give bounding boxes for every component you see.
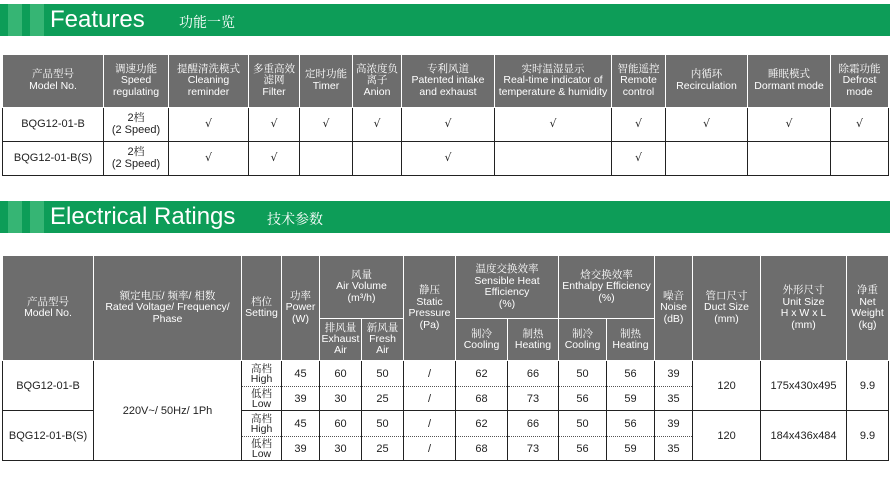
level-cell: 低档 Low [242, 437, 282, 461]
en-heating-cell: 56 [607, 361, 655, 387]
fresh-cell: 25 [362, 387, 404, 411]
check-mark: √ [300, 107, 353, 141]
check-mark [495, 141, 612, 175]
header-anion: 高浓度负离子 Anion [353, 55, 402, 107]
model-cell: BQG12-01-B(S) [3, 411, 94, 461]
banner-stripe [30, 201, 44, 233]
en-heating-cell: 59 [607, 437, 655, 461]
header-defrost: 除霜功能 Defrost mode [831, 55, 889, 107]
sh-cooling-cell: 62 [456, 411, 508, 437]
check-mark: √ [353, 107, 402, 141]
header-timer: 定时功能 Timer [300, 55, 353, 107]
sh-heating-cell: 66 [508, 411, 559, 437]
model-cell: BQG12-01-B [3, 361, 94, 411]
power-cell: 39 [282, 437, 320, 461]
header-model: 产品型号 Model No. [3, 256, 94, 361]
header-power: 功率 Power (W) [282, 256, 320, 361]
model-cell: BQG12-01-B [3, 107, 104, 141]
check-mark [300, 141, 353, 175]
weight-cell: 9.9 [847, 361, 889, 411]
power-cell: 45 [282, 411, 320, 437]
header-sh-cooling: 制冷 Cooling [456, 319, 508, 361]
header-patented: 专利风道 Patented intake and exhaust [402, 55, 495, 107]
header-sensible: 温度交换效率 Sensible Heat Efficiency (%) [456, 256, 559, 319]
static-cell: / [404, 411, 456, 437]
features-title: Features [50, 6, 145, 33]
sh-heating-cell: 73 [508, 437, 559, 461]
header-remote: 智能遥控 Remote control [612, 55, 666, 107]
check-mark: √ [169, 107, 249, 141]
features-banner [0, 4, 890, 36]
fresh-cell: 50 [362, 411, 404, 437]
header-dormant: 睡眠模式 Dormant mode [748, 55, 831, 107]
speed-cell: 2档 (2 Speed) [104, 107, 169, 141]
static-cell: / [404, 387, 456, 411]
noise-cell: 35 [655, 437, 693, 461]
size-cell: 184x436x484 [761, 411, 847, 461]
en-cooling-cell: 50 [559, 361, 607, 387]
duct-cell: 120 [693, 411, 761, 461]
check-mark [831, 141, 889, 175]
exhaust-cell: 30 [320, 387, 362, 411]
sh-heating-cell: 73 [508, 387, 559, 411]
en-cooling-cell: 56 [559, 437, 607, 461]
static-cell: / [404, 437, 456, 461]
duct-cell: 120 [693, 361, 761, 411]
check-mark: √ [495, 107, 612, 141]
electrical-banner [0, 201, 890, 233]
size-cell: 175x430x495 [761, 361, 847, 411]
en-cooling-cell: 56 [559, 387, 607, 411]
check-mark: √ [666, 107, 748, 141]
header-model: 产品型号 Model No. [3, 55, 104, 107]
electrical-title-cn: 技术参数 [267, 211, 323, 227]
fresh-cell: 25 [362, 437, 404, 461]
electrical-table [2, 255, 889, 461]
electrical-title: Electrical Ratings [50, 203, 236, 230]
banner-stripe [30, 4, 44, 36]
en-cooling-cell: 50 [559, 411, 607, 437]
header-cleaning: 提醒清洗模式 Cleaning reminder [169, 55, 249, 107]
header-air-volume: 风量 Air Volume (m³/h) [320, 256, 404, 319]
static-cell: / [404, 361, 456, 387]
banner-stripe [8, 201, 22, 233]
check-mark: √ [831, 107, 889, 141]
header-exhaust: 排风量 Exhaust Air [320, 319, 362, 361]
features-table [2, 55, 889, 176]
check-mark: √ [402, 107, 495, 141]
check-mark: √ [169, 141, 249, 175]
noise-cell: 39 [655, 411, 693, 437]
check-mark: √ [748, 107, 831, 141]
sh-heating-cell: 66 [508, 361, 559, 387]
header-en-cooling: 制冷 Cooling [559, 319, 607, 361]
header-recirculation: 内循环 Recirculation [666, 55, 748, 107]
check-mark: √ [402, 141, 495, 175]
header-unit-size: 外形尺寸 Unit Size H x W x L (mm) [761, 256, 847, 361]
features-header-row [3, 55, 889, 107]
check-mark [748, 141, 831, 175]
header-static: 静压 Static Pressure (Pa) [404, 256, 456, 361]
en-heating-cell: 59 [607, 387, 655, 411]
power-cell: 45 [282, 361, 320, 387]
check-mark: √ [612, 107, 666, 141]
exhaust-cell: 30 [320, 437, 362, 461]
exhaust-cell: 60 [320, 361, 362, 387]
check-mark: √ [249, 107, 300, 141]
table-row [3, 361, 889, 387]
header-speed: 调速功能 Speed regulating [104, 55, 169, 107]
header-fresh: 新风量 Fresh Air [362, 319, 404, 361]
level-cell: 高档 High [242, 361, 282, 387]
check-mark [666, 141, 748, 175]
noise-cell: 35 [655, 387, 693, 411]
en-heating-cell: 56 [607, 411, 655, 437]
model-cell: BQG12-01-B(S) [3, 141, 104, 175]
level-cell: 低档 Low [242, 387, 282, 411]
header-setting: 档位 Setting [242, 256, 282, 361]
power-cell: 39 [282, 387, 320, 411]
header-enthalpy: 焓交换效率 Enthalpy Efficiency (%) [559, 256, 655, 319]
level-cell: 高档 High [242, 411, 282, 437]
header-rated: 额定电压/ 频率/ 相数 Rated Voltage/ Frequency/ Phase [94, 256, 242, 361]
check-mark: √ [612, 141, 666, 175]
table-row [3, 141, 889, 175]
table-row [3, 107, 889, 141]
sh-cooling-cell: 62 [456, 361, 508, 387]
electrical-header-row [3, 256, 889, 319]
rated-cell: 220V~/ 50Hz/ 1Ph [94, 361, 242, 461]
check-mark: √ [249, 141, 300, 175]
header-duct: 管口尺寸 Duct Size (mm) [693, 256, 761, 361]
weight-cell: 9.9 [847, 411, 889, 461]
header-realtime: 实时温湿显示 Real-time indicator of temperature & humidity [495, 55, 612, 107]
exhaust-cell: 60 [320, 411, 362, 437]
features-title-cn: 功能一览 [179, 14, 235, 30]
sh-cooling-cell: 68 [456, 437, 508, 461]
header-weight: 净重 Net Weight (kg) [847, 256, 889, 361]
header-sh-heating: 制热 Heating [508, 319, 559, 361]
header-noise: 噪音 Noise (dB) [655, 256, 693, 361]
banner-stripe [8, 4, 22, 36]
check-mark [353, 141, 402, 175]
speed-cell: 2档 (2 Speed) [104, 141, 169, 175]
fresh-cell: 50 [362, 361, 404, 387]
header-filter: 多重高效滤网 Filter [249, 55, 300, 107]
sh-cooling-cell: 68 [456, 387, 508, 411]
header-en-heating: 制热 Heating [607, 319, 655, 361]
noise-cell: 39 [655, 361, 693, 387]
